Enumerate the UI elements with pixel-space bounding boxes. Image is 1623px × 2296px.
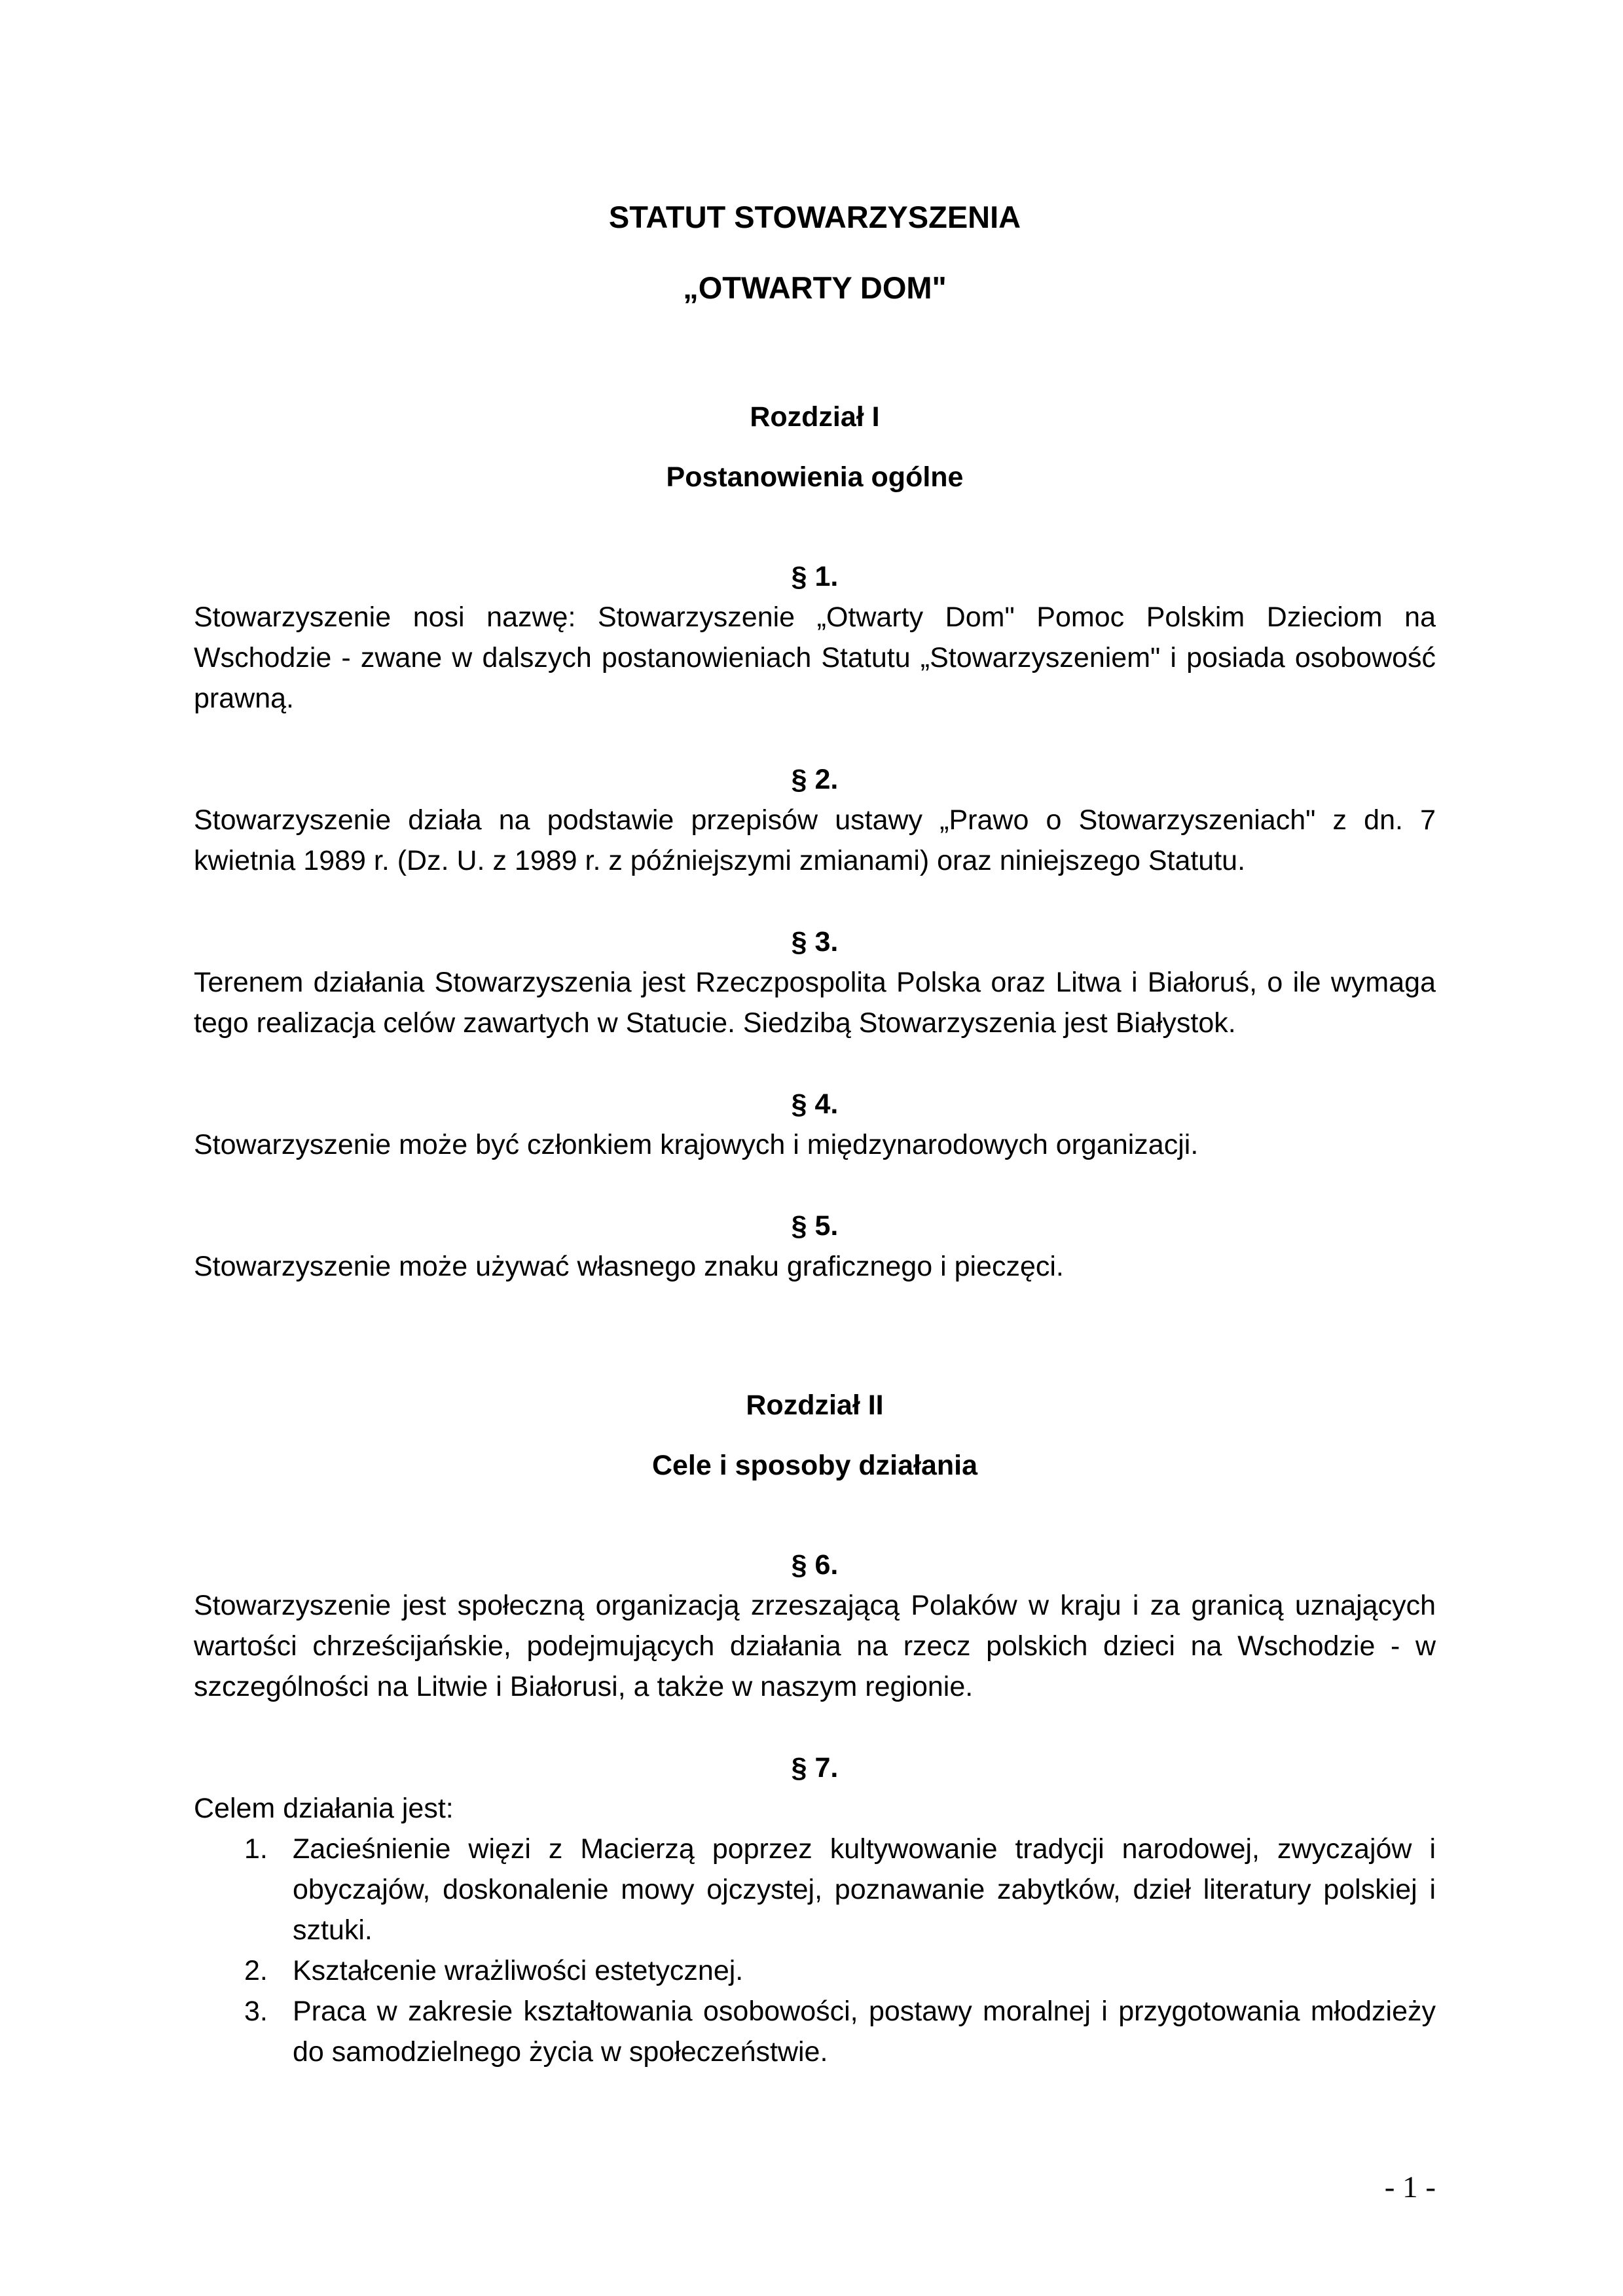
section-2 (194, 759, 1436, 881)
goal-item-text: Kształcenie wrażliwości estetycznej. (293, 1955, 744, 1986)
goal-item (244, 1991, 1436, 2072)
section-1 (194, 556, 1436, 719)
chapter-2-name: Cele i sposoby działania (651, 1450, 978, 1481)
section-5 (194, 1206, 1436, 1287)
section-6 (194, 1545, 1436, 1707)
section-7-intro: Celem działania jest: (194, 1793, 454, 1824)
goal-item (244, 1950, 1436, 1991)
section-2-text: Stowarzyszenie działa na podstawie przepisów ustawy „Prawo o Stowarzyszeniach" z dn. 7 kwietnia 1989 r. (Dz. U. z 1989 r. z późniejszymi zmianami) oraz niniejszego Statutu. (194, 804, 1436, 876)
document-title-line-2: „OTWARTY DOM" (683, 270, 947, 305)
section-4-number: § 4. (791, 1088, 839, 1120)
section-4-text: Stowarzyszenie może być członkiem krajowych i międzynarodowych organizacji. (194, 1129, 1199, 1160)
chapter-1-name: Postanowienia ogólne (666, 461, 964, 493)
section-1-text: Stowarzyszenie nosi nazwę: Stowarzyszenie „Otwarty Dom" Pomoc Polskim Dzieciom na Wschodzie - zwane w dalszych postanowieniach Statutu „Stowarzyszeniem" i posiada osobowość prawną. (194, 601, 1436, 714)
section-3-number: § 3. (791, 926, 839, 958)
section-6-number: § 6. (791, 1549, 839, 1581)
section-7 (194, 1748, 1436, 2072)
section-7-number: § 7. (791, 1752, 839, 1784)
section-5-text: Stowarzyszenie może używać własnego znaku graficznego i pieczęci. (194, 1251, 1064, 1282)
section-3 (194, 922, 1436, 1043)
document-title-line-1: STATUT STOWARZYSZENIA (608, 200, 1021, 234)
section-6-text: Stowarzyszenie jest społeczną organizacją zrzeszającą Polaków w kraju i za granicą uznających wartości chrześcijańskie, podejmujących działania na rzecz polskich dzieci na Wschodzie - w szczególności na Litwie i Białorusi, a także w naszym regionie. (194, 1590, 1436, 1702)
goals-list (194, 1829, 1436, 2072)
page-number: - 1 - (1384, 2170, 1436, 2204)
section-2-number: § 2. (791, 764, 839, 795)
goal-item-number: 1. (244, 1833, 268, 1865)
goal-item-text: Praca w zakresie kształtowania osobowości, postawy moralnej i przygotowania młodzieży do samodzielnego życia w społeczeństwie. (293, 1996, 1436, 2068)
chapter-2 (194, 1385, 1436, 2072)
goal-item-number: 3. (244, 1996, 268, 2027)
section-3-text: Terenem działania Stowarzyszenia jest Rzeczpospolita Polska oraz Litwa i Białoruś, o ile wymaga tego realizacja celów zawartych w Statucie. Siedzibą Stowarzyszenia jest Białystok. (194, 967, 1436, 1039)
section-4 (194, 1084, 1436, 1165)
chapter-2-number: Rozdział II (746, 1390, 884, 1421)
chapter-1 (194, 397, 1436, 1287)
document-body (194, 196, 1436, 2072)
section-1-number: § 1. (791, 561, 839, 592)
goal-item-number: 2. (244, 1955, 268, 1986)
goal-item (244, 1829, 1436, 1950)
section-5-number: § 5. (791, 1210, 839, 1242)
goal-item-text: Zacieśnienie więzi z Macierzą poprzez kultywowanie tradycji narodowej, zwyczajów i obyczajów, doskonalenie mowy ojczystej, poznawanie zabytków, dzieł literatury polskiej i sztuki. (293, 1833, 1436, 1946)
chapter-1-number: Rozdział I (750, 401, 880, 433)
